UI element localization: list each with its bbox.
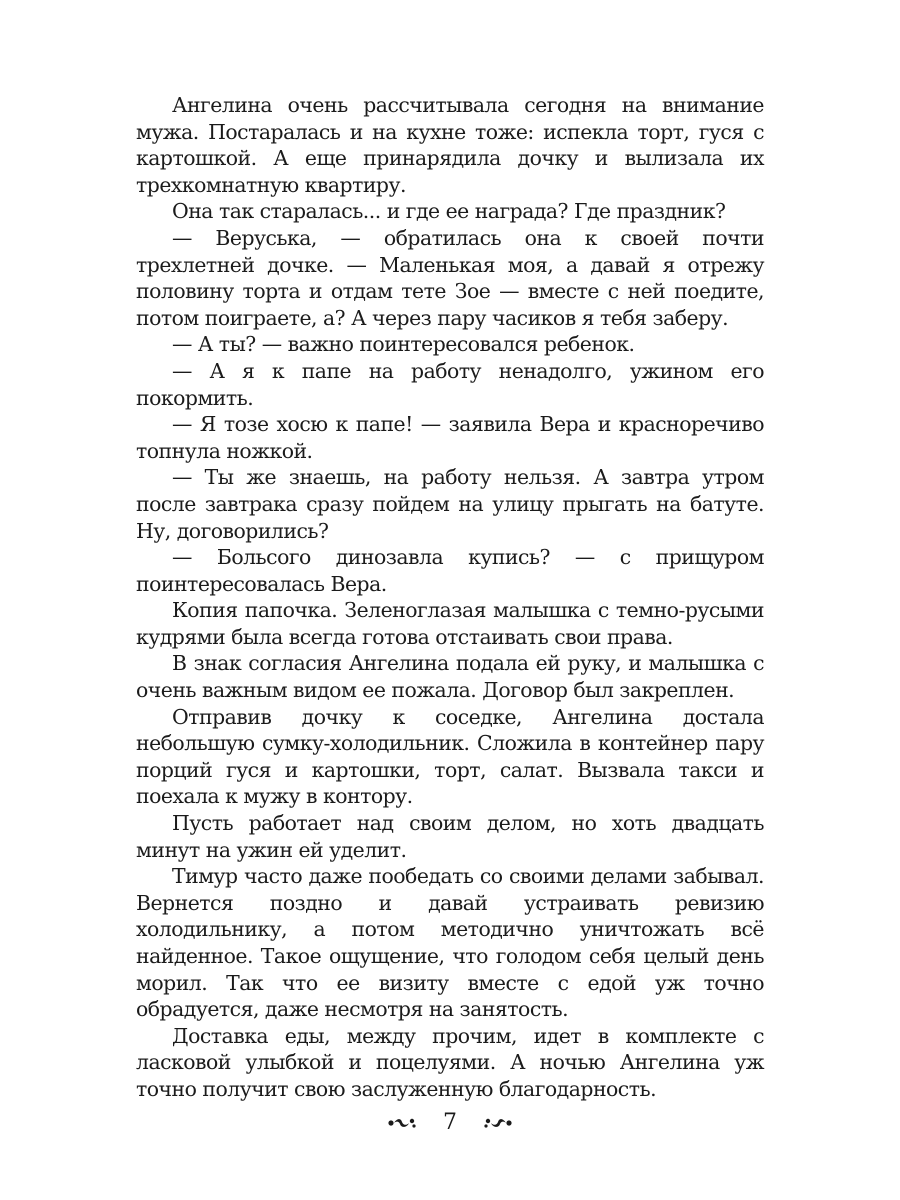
paragraph: — Ты же знаешь, на работу нельзя. А завтра утром после завтрака сразу пойдем на улицу прыгать на батуте. Ну, договорились?: [136, 465, 764, 543]
floral-ornament-icon: [387, 1116, 417, 1130]
paragraph: — А я к папе на работу ненадолго, ужином его покормить.: [136, 358, 764, 410]
page-number: 7: [443, 1110, 457, 1135]
paragraph: Она так старалась... и где ее награда? Где праздник?: [172, 199, 726, 224]
page-body: [136, 92, 764, 1103]
paragraph: — Больсого динозавла купись? — с прищуром поинтересовалась Вера.: [136, 545, 764, 596]
floral-ornament-icon: [483, 1116, 513, 1130]
paragraph: В знак согласия Ангелина подала ей руку, и малышка с очень важным видом ее пожала. Договор был закреплен.: [136, 651, 764, 703]
paragraph: Тимур часто даже пообедать со своими делами забывал. Вернется поздно и давай устраивать ревизию холодильнику, а потом методично уничтожать всё найденное. Такое ощущение, что голодом себя целый день морил. Так что ее визиту вместе с едой уж точно обрадуется, даже несмотря на занятость.: [136, 864, 764, 1022]
paragraph: — А ты? — важно поинтересовался ребенок.: [172, 332, 635, 357]
paragraph: Отправив дочку к соседке, Ангелина достала небольшую сумку-холодильник. Сложила в контейнер пару порций гуся и картошки, торт, салат. Вызвала такси и поехала к мужу в контору.: [136, 704, 764, 809]
paragraph: Копия папочка. Зеленоглазая малышка с темно-русыми кудрями была всегда готова отстаивать свои права.: [136, 598, 764, 649]
page-footer: [0, 1108, 900, 1138]
paragraph: — Я тозе хосю к папе! — заявила Вера и красноречиво топнула ножкой.: [136, 412, 764, 463]
paragraph: Пусть работает над своим делом, но хоть двадцать минут на ужин ей уделит.: [136, 811, 764, 862]
paragraph: — Веруська, — обратилась она к своей почти трехлетней дочке. — Маленькая моя, а давай я отрежу половину торта и отдам тете Зое — вместе с ней поедите, потом поиграете, а? А через пару часиков я тебя заберу.: [136, 225, 764, 330]
paragraph: Доставка еды, между прочим, идет в комплекте с ласковой улыбкой и поцелуями. А ночью Ангелина уж точно получит свою заслуженную благодарность.: [136, 1023, 764, 1101]
paragraph: Ангелина очень рассчитывала сегодня на внимание мужа. Постаралась и на кухне тоже: испекла торт, гуся с картошкой. А еще принарядила дочку и вылизала их трехкомнатную квартиру.: [136, 93, 764, 197]
